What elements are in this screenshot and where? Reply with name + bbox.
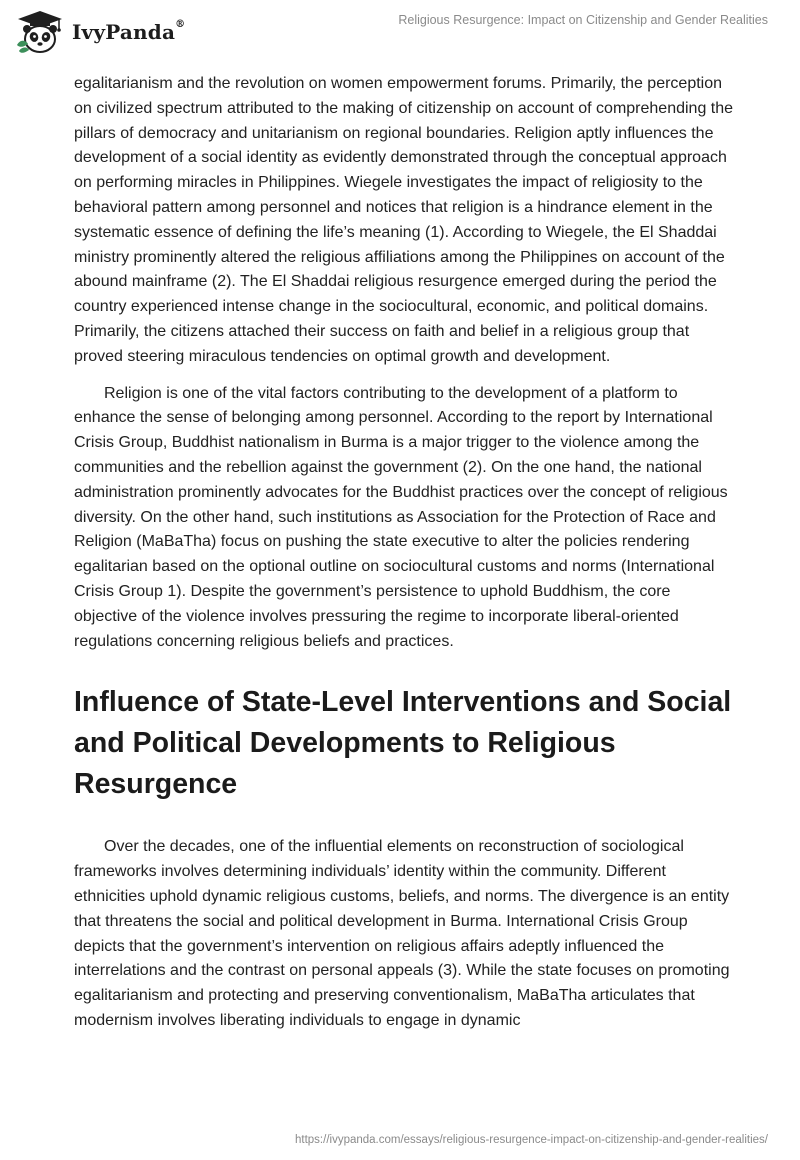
panda-graduate-icon (14, 9, 66, 55)
essay-content (74, 72, 734, 1046)
registered-mark: ® (175, 19, 186, 30)
section-heading: Influence of State-Level Interventions and Social and Political Developments to Religious Resurgence (74, 686, 732, 801)
brand-logo[interactable] (14, 9, 185, 55)
document-title: Religious Resurgence: Impact on Citizenship and Gender Realities (398, 13, 768, 27)
brand-name: IvyPanda® (72, 19, 186, 44)
page-header (0, 0, 800, 70)
body-paragraph: Over the decades, one of the influential elements on reconstruction of sociological frameworks involves determining individuals’ identity within the community. Different ethnicities uphold dynamic religious customs, beliefs, and norms. The divergence is an entity that threatens the social and political development in Burma. International Crisis Group depicts that the government’s intervention on religious affairs adeptly influenced the interrelations and the contrast on personal appeals (3). While the state focuses on promoting egalitarianism and protecting and preserving conventionalism, MaBaTha articulates that modernism involves liberating individuals to engage in dynamic (74, 838, 730, 1029)
body-paragraph: egalitarianism and the revolution on women empowerment forums. Primarily, the perception on civilized spectrum attributed to the making of citizenship on account of comprehending the pillars of democracy and unitarianism on regional boundaries. Religion aptly influences the development of a social identity as evidently demonstrated through the conceptual approach on performing miracles in Philippines. Wiegele investigates the impact of religiosity to the behavioral pattern among personnel and notices that religion is a hindrance element in the systematic essence of defining the life’s meaning (1). According to Wiegele, the El Shaddai ministry prominently altered the religious affiliations among the Philippines on account of the abound mainframe (2). The El Shaddai religious resurgence emerged during the period the country experienced intense change in the sociocultural, economic, and political domains. Primarily, the citizens attached their success on faith and belief in a religious group that proved steering miraculous tendencies on optimal growth and development. (74, 75, 734, 365)
body-paragraph: Religion is one of the vital factors contributing to the development of a platform to enhance the sense of belonging among personnel. According to the report by International Crisis Group, Buddhist nationalism in Burma is a major trigger to the violence among the communities and the rebellion against the government (2). On the one hand, the national administration prominently advocates for the Buddhist practices over the concept of religious diversity. On the other hand, such institutions as Association for the Protection of Race and Religion (MaBaTha) focus on pushing the state executive to alter the policies rendering egalitarian based on the optional outline on sociocultural customs and norms (International Crisis Group 1). Despite the government’s persistence to uphold Buddhism, the core objective of the violence involves pressuring the regime to incorporate liberal-oriented regulations concerning religious beliefs and practices. (74, 384, 728, 650)
source-url[interactable]: https://ivypanda.com/essays/religious-resurgence-impact-on-citizenship-and-gender-realities/ (295, 1134, 768, 1146)
